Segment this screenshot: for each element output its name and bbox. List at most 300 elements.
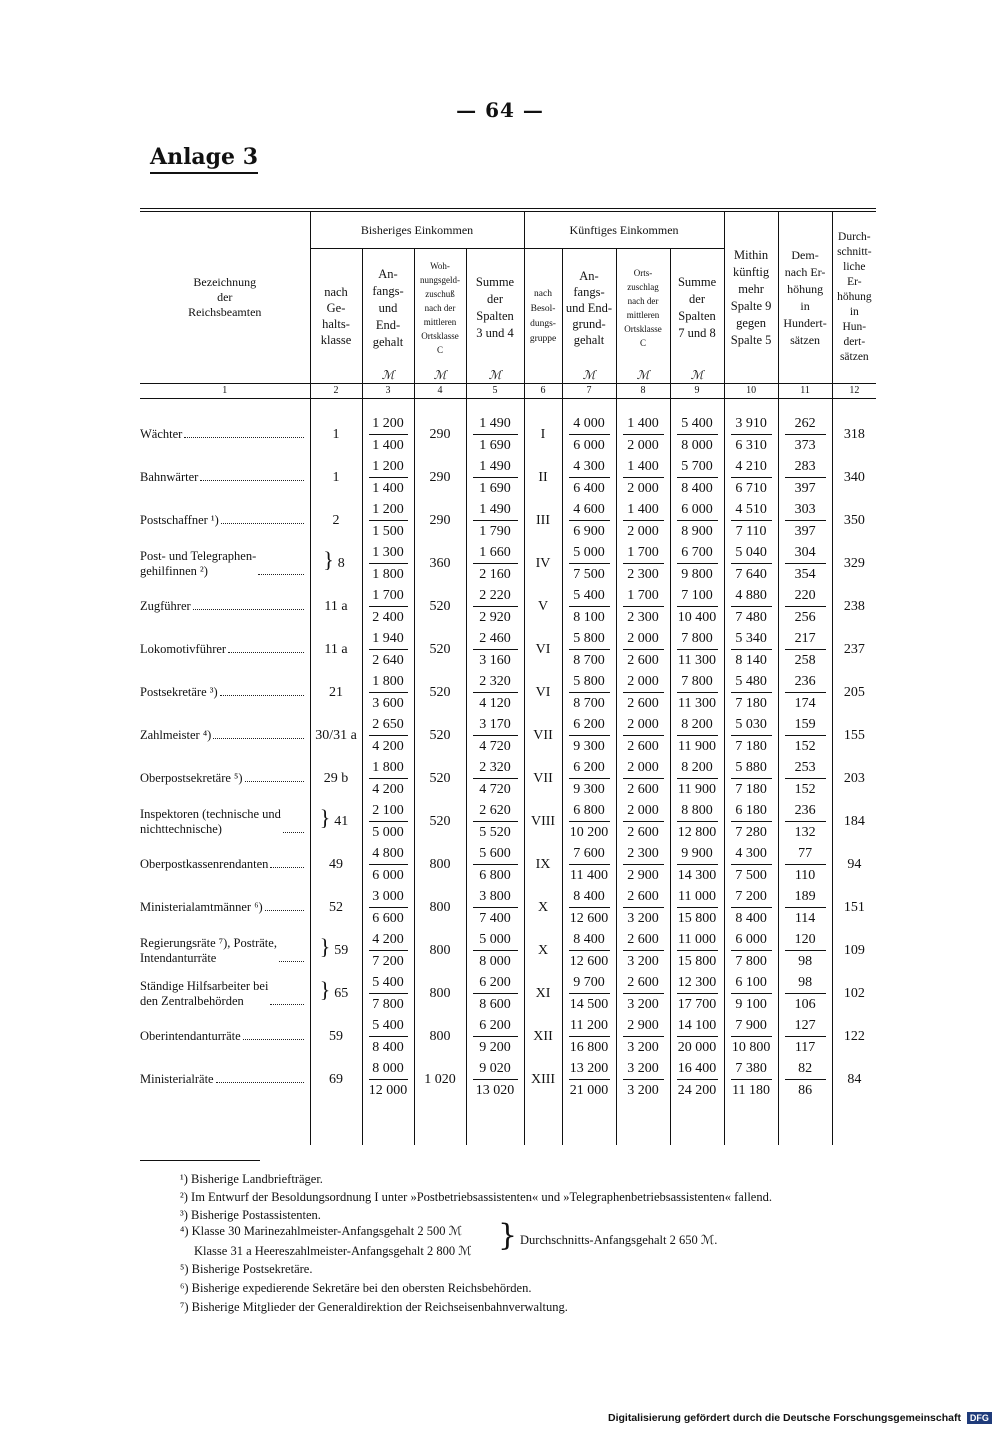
increase-percent-end: 397	[794, 524, 816, 539]
footnote-4c: Durchschnitts-Anfangsgehalt 2 650 ℳ.	[520, 1233, 718, 1247]
increase-amount	[724, 671, 778, 714]
official-title	[140, 929, 310, 972]
previous-salary	[362, 800, 414, 843]
increase-percent	[778, 714, 832, 757]
future-salary-start: 5 800	[569, 628, 610, 650]
local-allowance-end: 2 000	[627, 524, 659, 539]
previous-sum	[466, 499, 524, 542]
table-row	[140, 456, 876, 499]
future-salary	[562, 628, 616, 671]
increase-percent-end: 354	[794, 567, 816, 582]
salary-class-text: 2	[332, 512, 340, 528]
previous-sum-end: 6 800	[479, 868, 511, 883]
increase-amount	[724, 886, 778, 929]
previous-sum-end: 9 200	[479, 1040, 511, 1055]
future-salary	[562, 671, 616, 714]
local-allowance	[616, 413, 670, 456]
increase-percent	[778, 886, 832, 929]
local-allowance-end: 2 600	[627, 782, 659, 797]
previous-salary	[362, 585, 414, 628]
future-salary	[562, 1058, 616, 1101]
pay-group: VII	[524, 714, 562, 757]
column-number: 11	[778, 384, 832, 399]
previous-salary-end: 5 000	[372, 825, 404, 840]
official-title	[140, 456, 310, 499]
future-sum	[670, 972, 724, 1015]
increase-percent	[778, 929, 832, 972]
header-c4: Woh- nungsgeld- zuschuß nach der mittleren Ortsklasse C	[414, 249, 466, 368]
credit-text: Digitalisierung gefördert durch die Deutsche Forschungsgemeinschaft	[608, 1412, 961, 1424]
increase-percent	[778, 413, 832, 456]
salary-class-text: 69	[329, 1071, 343, 1087]
housing-allowance: 800	[414, 972, 466, 1015]
previous-salary-start: 1 300	[369, 542, 408, 564]
future-sum-start: 9 900	[677, 843, 718, 865]
previous-salary-end: 8 400	[372, 1040, 404, 1055]
local-allowance-end: 2 300	[627, 567, 659, 582]
increase-percent	[778, 757, 832, 800]
salary-class	[310, 1015, 362, 1058]
pay-group: IV	[524, 542, 562, 585]
header-c12: Durch- schnitt- liche Er- höhung in Hun- dert- sätzen	[832, 210, 876, 384]
increase-amount-start: 6 180	[731, 800, 772, 822]
local-allowance-start: 2 900	[623, 1015, 664, 1037]
previous-salary	[362, 413, 414, 456]
column-number: 2	[310, 384, 362, 399]
future-salary-start: 4 000	[569, 413, 610, 435]
future-sum-start: 8 800	[677, 800, 718, 822]
previous-salary-start: 1 200	[369, 413, 408, 435]
unit-c4: ℳ	[414, 367, 466, 384]
increase-amount-start: 4 510	[731, 499, 772, 521]
increase-amount	[724, 714, 778, 757]
increase-amount-start: 5 480	[731, 671, 772, 693]
future-sum-start: 12 300	[677, 972, 718, 994]
pay-group: I	[524, 413, 562, 456]
official-title-text: Bahnwärter	[140, 470, 199, 484]
pay-group: X	[524, 929, 562, 972]
local-allowance-start: 2 000	[623, 628, 664, 650]
future-salary-start: 4 300	[569, 456, 610, 478]
table-row	[140, 542, 876, 585]
pay-group: IX	[524, 843, 562, 886]
column-number: 9	[670, 384, 724, 399]
future-salary-start: 6 200	[569, 757, 610, 779]
previous-sum-start: 1 490	[473, 499, 518, 521]
future-sum-end: 15 800	[677, 911, 717, 926]
salary-class-text: 30/31 a	[315, 727, 357, 743]
official-title-text: Ministerialamtmänner ⁶)	[140, 900, 263, 914]
column-number: 1	[140, 384, 310, 399]
previous-sum-end: 2 160	[479, 567, 511, 582]
future-sum	[670, 413, 724, 456]
official-title	[140, 499, 310, 542]
increase-percent-end: 174	[794, 696, 816, 711]
future-salary-end: 6 000	[573, 438, 605, 453]
increase-amount	[724, 1058, 778, 1101]
future-salary-end: 16 800	[569, 1040, 609, 1055]
previous-sum-start: 1 490	[473, 413, 518, 435]
table-row	[140, 1058, 876, 1101]
official-title-text: Oberintendanturräte	[140, 1029, 241, 1043]
pay-group: V	[524, 585, 562, 628]
increase-percent-end: 106	[794, 997, 816, 1012]
official-title	[140, 714, 310, 757]
previous-sum-start: 2 320	[473, 671, 518, 693]
increase-amount-end: 7 110	[735, 524, 767, 539]
local-allowance	[616, 628, 670, 671]
local-allowance-start: 1 400	[623, 499, 664, 521]
increase-amount	[724, 1015, 778, 1058]
official-title	[140, 671, 310, 714]
pay-group: II	[524, 456, 562, 499]
pay-group: VI	[524, 671, 562, 714]
column-number: 8	[616, 384, 670, 399]
salary-class	[310, 499, 362, 542]
increase-percent-end: 256	[794, 610, 816, 625]
previous-sum-start: 2 460	[473, 628, 518, 650]
table-row	[140, 499, 876, 542]
average-increase: 340	[832, 456, 876, 499]
column-number: 3	[362, 384, 414, 399]
salary-class-text: 1	[332, 469, 340, 485]
increase-amount-start: 4 880	[731, 585, 772, 607]
future-salary-end: 9 300	[573, 782, 605, 797]
salary-class	[310, 757, 362, 800]
increase-amount-start: 4 300	[731, 843, 772, 865]
increase-amount-end: 6 310	[735, 438, 767, 453]
previous-salary	[362, 929, 414, 972]
previous-sum-end: 4 120	[479, 696, 511, 711]
increase-percent-start: 236	[785, 671, 826, 693]
future-sum-end: 11 300	[678, 696, 717, 711]
salary-class-text: 8	[337, 555, 345, 571]
previous-salary-end: 1 500	[372, 524, 404, 539]
increase-amount-end: 10 800	[731, 1040, 771, 1055]
header-c7: An- fangs- und End- grund- gehalt	[562, 249, 616, 368]
previous-sum-end: 7 400	[479, 911, 511, 926]
previous-salary-start: 1 940	[369, 628, 408, 650]
increase-percent-start: 220	[785, 585, 826, 607]
increase-amount-end: 7 640	[735, 567, 767, 582]
official-title	[140, 585, 310, 628]
pay-group: XII	[524, 1015, 562, 1058]
local-allowance	[616, 585, 670, 628]
increase-percent-end: 132	[794, 825, 816, 840]
future-sum-start: 5 400	[677, 413, 718, 435]
increase-amount-start: 5 340	[731, 628, 772, 650]
footnote-3: ³) Bisherige Postassistenten.	[180, 1208, 321, 1222]
future-salary-start: 9 700	[569, 972, 610, 994]
housing-allowance: 360	[414, 542, 466, 585]
salary-class-text: 65	[334, 985, 349, 1001]
future-salary-start: 5 000	[569, 542, 610, 564]
increase-amount	[724, 843, 778, 886]
local-allowance-start: 2 600	[623, 972, 664, 994]
previous-sum	[466, 929, 524, 972]
official-title	[140, 628, 310, 671]
average-increase: 102	[832, 972, 876, 1015]
increase-amount	[724, 972, 778, 1015]
previous-sum-start: 3 170	[473, 714, 518, 736]
increase-amount-start: 5 880	[731, 757, 772, 779]
future-sum-start: 7 800	[677, 628, 718, 650]
official-title-text: Postschaffner ¹)	[140, 513, 219, 527]
future-sum-start: 16 400	[677, 1058, 718, 1080]
future-salary-end: 6 900	[573, 524, 605, 539]
previous-salary-start: 2 650	[369, 714, 408, 736]
previous-sum	[466, 1058, 524, 1101]
pay-group: III	[524, 499, 562, 542]
average-increase: 237	[832, 628, 876, 671]
local-allowance-start: 2 000	[623, 757, 664, 779]
future-salary-start: 5 400	[569, 585, 610, 607]
local-allowance	[616, 886, 670, 929]
previous-sum-end: 5 520	[479, 825, 511, 840]
previous-salary	[362, 1058, 414, 1101]
previous-salary-end: 4 200	[372, 782, 404, 797]
previous-sum-start: 5 600	[473, 843, 518, 865]
table-row	[140, 929, 876, 972]
page-title: Anlage 3	[150, 144, 258, 174]
previous-sum	[466, 671, 524, 714]
footnote-5: ⁵) Bisherige Postsekretäre.	[180, 1262, 313, 1276]
footnote-rule	[140, 1160, 260, 1161]
increase-amount	[724, 757, 778, 800]
salary-class	[310, 886, 362, 929]
pay-group: VI	[524, 628, 562, 671]
future-sum-end: 8 000	[681, 438, 713, 453]
previous-sum-end: 8 000	[479, 954, 511, 969]
increase-amount-start: 3 910	[731, 413, 772, 435]
table-row	[140, 413, 876, 456]
table-row	[140, 1015, 876, 1058]
salary-class-text: 59	[334, 942, 349, 958]
previous-salary-start: 1 200	[369, 456, 408, 478]
official-title-text: Lokomotivführer	[140, 642, 227, 656]
housing-allowance: 520	[414, 671, 466, 714]
previous-sum	[466, 542, 524, 585]
future-sum	[670, 585, 724, 628]
future-sum-end: 15 800	[677, 954, 717, 969]
future-salary-start: 4 600	[569, 499, 610, 521]
previous-sum-end: 8 600	[479, 997, 511, 1012]
increase-amount	[724, 456, 778, 499]
local-allowance-start: 2 000	[623, 671, 664, 693]
future-salary-start: 6 800	[569, 800, 610, 822]
future-sum-end: 11 900	[678, 739, 717, 754]
future-salary-start: 13 200	[569, 1058, 610, 1080]
unit-c3: ℳ	[362, 367, 414, 384]
average-increase: 84	[832, 1058, 876, 1101]
unit-c7: ℳ	[562, 367, 616, 384]
local-allowance-start: 3 200	[623, 1058, 664, 1080]
future-sum	[670, 1058, 724, 1101]
pay-group: X	[524, 886, 562, 929]
previous-sum	[466, 843, 524, 886]
increase-percent-start: 189	[785, 886, 826, 908]
previous-sum	[466, 886, 524, 929]
previous-sum-start: 1 490	[473, 456, 518, 478]
future-salary	[562, 929, 616, 972]
future-sum	[670, 1015, 724, 1058]
increase-percent-start: 236	[785, 800, 826, 822]
local-allowance-end: 3 200	[627, 997, 659, 1012]
increase-percent-start: 303	[785, 499, 826, 521]
previous-sum	[466, 628, 524, 671]
salary-class	[310, 843, 362, 886]
previous-salary-start: 8 000	[369, 1058, 408, 1080]
average-increase: 238	[832, 585, 876, 628]
increase-percent-end: 373	[794, 438, 816, 453]
salary-class	[310, 628, 362, 671]
increase-percent-start: 217	[785, 628, 826, 650]
previous-salary-end: 2 400	[372, 610, 404, 625]
salary-class	[310, 413, 362, 456]
average-increase: 155	[832, 714, 876, 757]
local-allowance-start: 1 400	[623, 456, 664, 478]
increase-amount-start: 4 210	[731, 456, 772, 478]
official-title-text: Zahlmeister ⁴)	[140, 728, 212, 742]
increase-percent-end: 114	[794, 911, 816, 926]
future-sum	[670, 800, 724, 843]
previous-salary-start: 3 000	[369, 886, 408, 908]
previous-sum-start: 6 200	[473, 1015, 518, 1037]
future-salary	[562, 886, 616, 929]
previous-sum-end: 2 920	[479, 610, 511, 625]
increase-percent-end: 110	[794, 868, 816, 883]
increase-amount-start: 7 900	[731, 1015, 772, 1037]
future-sum-end: 20 000	[677, 1040, 717, 1055]
official-title	[140, 886, 310, 929]
previous-salary-start: 1 800	[369, 757, 408, 779]
previous-salary-end: 4 200	[372, 739, 404, 754]
table-row	[140, 628, 876, 671]
future-salary	[562, 413, 616, 456]
previous-salary-start: 5 400	[369, 1015, 408, 1037]
increase-percent-end: 152	[794, 782, 816, 797]
increase-amount-end: 7 480	[735, 610, 767, 625]
future-salary-start: 7 600	[569, 843, 610, 865]
salary-class-text: 21	[329, 684, 343, 700]
increase-percent-start: 304	[785, 542, 826, 564]
unit-c5: ℳ	[466, 367, 524, 384]
local-allowance-end: 3 200	[627, 1083, 659, 1098]
local-allowance-end: 2 600	[627, 653, 659, 668]
increase-amount-end: 7 180	[735, 782, 767, 797]
future-salary-end: 10 200	[569, 825, 609, 840]
header-c3: An- fangs- und End- gehalt	[362, 249, 414, 368]
housing-allowance: 520	[414, 585, 466, 628]
local-allowance	[616, 456, 670, 499]
footnote-1: ¹) Bisherige Landbriefträger.	[180, 1172, 323, 1186]
local-allowance-start: 2 000	[623, 800, 664, 822]
unit-c9: ℳ	[670, 367, 724, 384]
future-salary-end: 8 700	[573, 653, 605, 668]
footnote-4	[180, 1223, 472, 1263]
column-number: 10	[724, 384, 778, 399]
previous-salary-end: 7 200	[372, 954, 404, 969]
previous-salary-start: 4 200	[369, 929, 408, 951]
future-salary-end: 11 400	[570, 868, 608, 883]
previous-salary-start: 1 700	[369, 585, 408, 607]
increase-amount-start: 6 000	[731, 929, 772, 951]
future-salary	[562, 714, 616, 757]
future-salary-end: 12 600	[569, 911, 609, 926]
future-salary-start: 8 400	[569, 929, 610, 951]
increase-amount-start: 7 380	[731, 1058, 772, 1080]
increase-percent-end: 152	[794, 739, 816, 754]
local-allowance-end: 2 600	[627, 696, 659, 711]
previous-salary-end: 3 600	[372, 696, 404, 711]
increase-amount-end: 7 280	[735, 825, 767, 840]
previous-sum	[466, 1015, 524, 1058]
average-increase: 184	[832, 800, 876, 843]
future-salary	[562, 1015, 616, 1058]
page-number: — 64 —	[456, 98, 544, 122]
increase-amount-start: 5 030	[731, 714, 772, 736]
table-row	[140, 671, 876, 714]
table-row	[140, 714, 876, 757]
official-title	[140, 800, 310, 843]
official-title	[140, 1015, 310, 1058]
average-increase: 122	[832, 1015, 876, 1058]
header-c8: Orts- zuschlag nach der mittleren Ortsklasse C	[616, 249, 670, 368]
official-title-text: Ständige Hilfsarbeiter bei den Zentralbehörden	[140, 978, 269, 1008]
previous-salary-start: 1 800	[369, 671, 408, 693]
increase-amount	[724, 542, 778, 585]
future-salary-start: 5 800	[569, 671, 610, 693]
table-row	[140, 585, 876, 628]
previous-salary-start: 5 400	[369, 972, 408, 994]
pay-group: VIII	[524, 800, 562, 843]
local-allowance-end: 2 300	[627, 610, 659, 625]
official-title	[140, 542, 310, 585]
increase-amount-end: 7 500	[735, 868, 767, 883]
pay-group: XIII	[524, 1058, 562, 1101]
official-title-text: Inspektoren (technische und nichttechnische)	[140, 806, 281, 836]
future-sum-start: 11 000	[677, 886, 718, 908]
table-row	[140, 972, 876, 1015]
previous-salary-start: 4 800	[369, 843, 408, 865]
previous-sum-start: 2 320	[473, 757, 518, 779]
previous-salary-end: 1 400	[372, 481, 404, 496]
local-allowance-end: 3 200	[627, 1040, 659, 1055]
increase-percent-start: 253	[785, 757, 826, 779]
local-allowance	[616, 757, 670, 800]
future-salary-end: 21 000	[569, 1083, 609, 1098]
official-title-text: Oberpostsekretäre ⁵)	[140, 771, 243, 785]
increase-percent-start: 120	[785, 929, 826, 951]
local-allowance-end: 2 900	[627, 868, 659, 883]
future-sum-end: 10 400	[677, 610, 717, 625]
header-c5: Summe der Spalten 3 und 4	[466, 249, 524, 368]
header-c11: Dem- nach Er- höhung in Hundert- sätzen	[778, 210, 832, 384]
increase-percent-start: 159	[785, 714, 826, 736]
increase-amount-end: 9 100	[735, 997, 767, 1012]
local-allowance-start: 2 600	[623, 886, 664, 908]
future-salary-end: 12 600	[569, 954, 609, 969]
future-sum	[670, 929, 724, 972]
local-allowance	[616, 714, 670, 757]
previous-sum-start: 1 660	[473, 542, 518, 564]
increase-amount	[724, 929, 778, 972]
future-sum-start: 8 200	[677, 757, 718, 779]
official-title	[140, 843, 310, 886]
previous-salary-start: 2 100	[369, 800, 408, 822]
dfg-logo: DFG	[967, 1412, 992, 1424]
local-allowance	[616, 843, 670, 886]
